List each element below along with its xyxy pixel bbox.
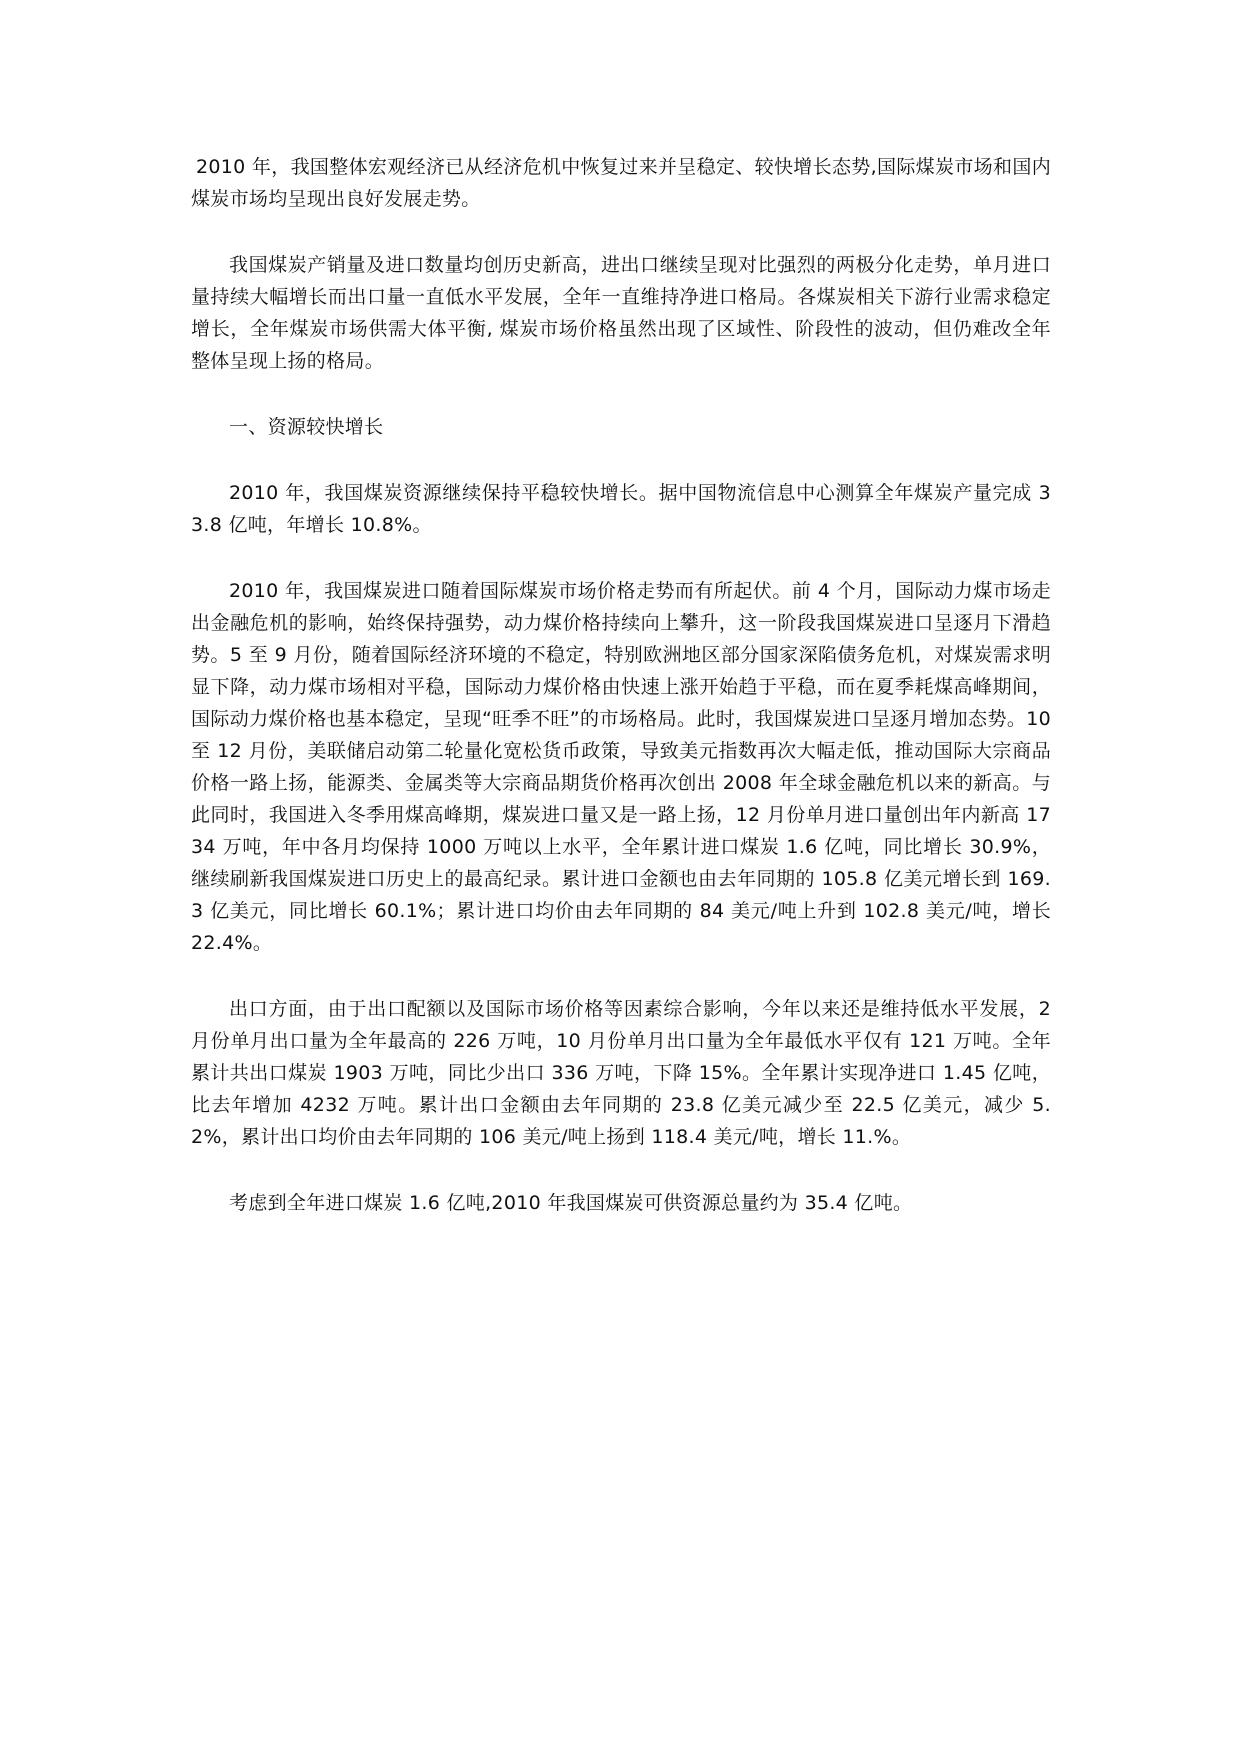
section-heading: 一、资源较快增长 [229,416,384,438]
paragraph-exports: 出口方面，由于出口配额以及国际市场价格等因素综合影响，今年以来还是维持低水平发展，2 月份单月出口量为全年最高的 226 万吨，10 月份单月出口量为全年最低水平仅有 121 万吨。全年累计共出口煤炭 1903 万吨，同比少出口 336 万吨，下降 15%。全年累计实现净进口 1.45 亿吨，比去年增加 4232 万吨。累计出口金额由去年同期的 23.8 亿美元减少至 22.5 亿美元，减少 5.2%，累计出口均价由去年同期的 106 美元/吨上扬到 118.4 美元/吨，增长 11.%。 [191,998,1051,1148]
paragraph-total-supply: 考虑到全年进口煤炭 1.6 亿吨,2010 年我国煤炭可供资源总量约为 35.4 亿吨。 [229,1192,913,1214]
document-body [191,151,1051,1253]
paragraph-overview: 我国煤炭产销量及进口数量均创历史新高，进出口继续呈现对比强烈的两极分化走势，单月进口量持续大幅增长而出口量一直低水平发展，全年一直维持净进口格局。各煤炭相关下游行业需求稳定增长，全年煤炭市场供需大体平衡, 煤炭市场价格虽然出现了区域性、阶段性的波动，但仍难改全年整体呈现上扬的格局。 [191,254,1051,372]
paragraph-imports: 2010 年，我国煤炭进口随着国际煤炭市场价格走势而有所起伏。前 4 个月，国际动力煤市场走出金融危机的影响，始终保持强势，动力煤价格持续向上攀升，这一阶段我国煤炭进口呈逐月下滑趋势。5 至 9 月份，随着国际经济环境的不稳定，特别欧洲地区部分国家深陷债务危机，对煤炭需求明显下降，动力煤市场相对平稳，国际动力煤价格由快速上涨开始趋于平稳，而在夏季耗煤高峰期间，国际动力煤价格也基本稳定，呈现“旺季不旺”的市场格局。此时，我国煤炭进口呈逐月增加态势。10 至 12 月份，美联储启动第二轮量化宽松货币政策，导致美元指数再次大幅走低，推动国际大宗商品价格一路上扬，能源类、金属类等大宗商品期货价格再次创出 2008 年全球金融危机以来的新高。与此同时，我国进入冬季用煤高峰期，煤炭进口量又是一路上扬，12 月份单月进口量创出年内新高 1734 万吨，年中各月均保持 1000 万吨以上水平，全年累计进口煤炭 1.6 亿吨，同比增长 30.9%，继续刷新我国煤炭进口历史上的最高纪录。累计进口金额也由去年同期的 105.8 亿美元增长到 169.3 亿美元，同比增长 60.1%；累计进口均价由去年同期的 84 美元/吨上升到 102.8 美元/吨，增长 22.4%。 [191,580,1051,954]
paragraph-intro: 2010 年，我国整体宏观经济已从经济危机中恢复过来并呈稳定、较快增长态势,国际煤炭市场和国内煤炭市场均呈现出良好发展走势。 [191,156,1051,210]
paragraph-production: 2010 年，我国煤炭资源继续保持平稳较快增长。据中国物流信息中心测算全年煤炭产量完成 33.8 亿吨，年增长 10.8%。 [191,482,1051,536]
